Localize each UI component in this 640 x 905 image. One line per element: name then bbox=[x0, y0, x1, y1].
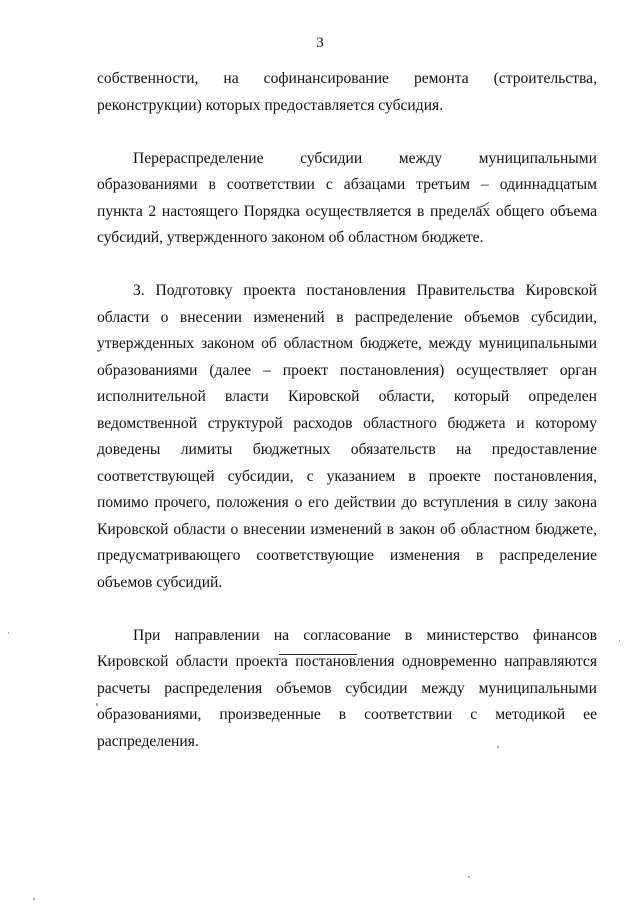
page-number: 3 bbox=[316, 35, 324, 51]
scan-speck bbox=[96, 703, 98, 706]
paragraph-item-3: 3. Подготовку проекта постановления Правительства Кировской области о внесении изменений в распределение объемов субсидии, утвержденных законом об областном бюджете, между муниципальными образованиями (далее – проект постановления) осуществляет орган исполнительной власти Кировской области, который определен ведомственной структурой расходов областного бюджета и которому доведены лимиты бюджетных обязательств на предоставление соответствующей субсидии, с указанием в проекте постановления, помимо прочего, положения о его действии до вступления в силу закона Кировской области о внесении изменений в закон об областном бюджете, предусматривающего соответствующие изменения в распределение объемов субсидий. bbox=[97, 282, 597, 591]
pen-mark-icon bbox=[476, 201, 490, 209]
paragraph-redistribution: Перераспределение субсидии между муниципальными образованиями в соответствии с абзацами третьим – одиннадцатым пункта 2 настоящего Порядка осуществляется в пределах общего объема субсидий, утвержденного законом об областном бюджете. bbox=[97, 149, 597, 246]
scan-speck bbox=[468, 876, 470, 878]
scan-speck bbox=[497, 746, 499, 748]
paragraph-approval: При направлении на согласование в министерство финансов Кировской области проекта постановления одновременно направляются расчеты распределения объемов субсидии между муниципальными образованиями, произведенные в соответствии с методикой ее распределения. bbox=[97, 626, 597, 750]
paragraph-continuation: собственности, на софинансирование ремонта (строительства, реконструкции) которых предоставляется субсидия. bbox=[97, 70, 597, 114]
scan-speck bbox=[8, 632, 9, 634]
document-body bbox=[97, 66, 597, 782]
scan-speck bbox=[619, 640, 620, 642]
scan-speck bbox=[33, 898, 35, 900]
closing-separator-line bbox=[279, 654, 357, 655]
